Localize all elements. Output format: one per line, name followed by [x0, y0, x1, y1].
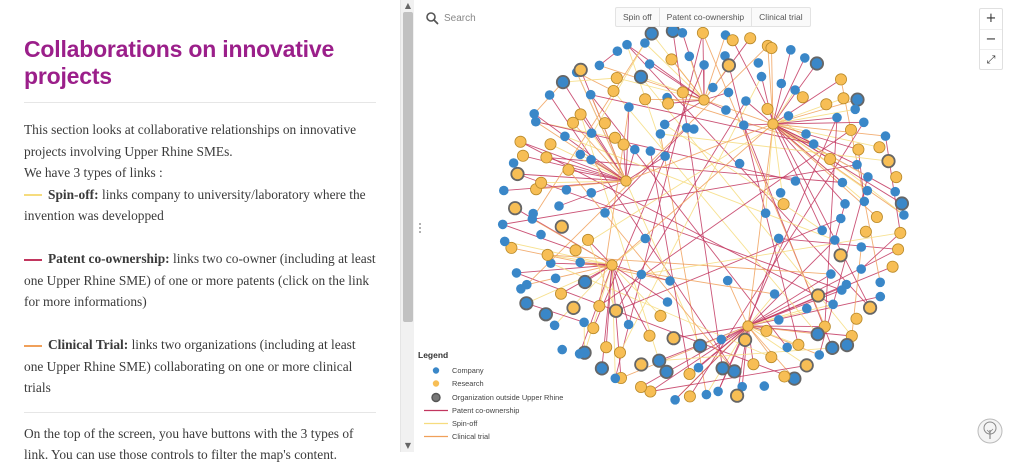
outside-organization-node[interactable]: [567, 302, 579, 314]
research-node[interactable]: [845, 124, 856, 135]
search-icon: [425, 11, 439, 25]
company-node[interactable]: [663, 297, 673, 307]
company-node[interactable]: [586, 90, 596, 100]
research-node[interactable]: [614, 347, 625, 358]
intro-text: This section looks at collaborative relationships on innovative projects involving Upper Rhine SMEs.: [24, 119, 376, 162]
company-node[interactable]: [770, 289, 780, 299]
article-panel: [0, 0, 400, 452]
legend-label: Research: [452, 379, 484, 388]
company-node[interactable]: [600, 208, 610, 218]
company-node[interactable]: [586, 155, 596, 165]
company-node[interactable]: [890, 187, 900, 197]
company-node[interactable]: [776, 188, 786, 198]
graph-link[interactable]: [505, 241, 612, 265]
company-node[interactable]: [723, 276, 733, 286]
company-node[interactable]: [637, 270, 647, 280]
graph-link[interactable]: [728, 281, 748, 326]
patent-label: Patent co-ownership:: [48, 251, 170, 266]
network-map[interactable]: [414, 0, 1010, 452]
company-node[interactable]: [828, 300, 838, 310]
research-node[interactable]: [599, 118, 610, 129]
clinical-line-icon: [424, 430, 448, 443]
outside-organization-node[interactable]: [882, 155, 894, 167]
research-node[interactable]: [635, 381, 646, 392]
legend-item-outside: [418, 391, 588, 404]
outside-organization-node[interactable]: [520, 297, 532, 309]
research-node[interactable]: [768, 119, 778, 129]
company-node[interactable]: [852, 160, 862, 170]
company-node[interactable]: [801, 129, 811, 139]
company-node[interactable]: [800, 53, 810, 63]
company-node[interactable]: [689, 124, 699, 134]
legend-item-clinical: [418, 430, 588, 443]
clinical-line-swatch: [24, 345, 42, 347]
legend-label: Company: [452, 366, 484, 375]
outside-organization-node[interactable]: [716, 362, 728, 374]
company-node[interactable]: [699, 60, 709, 70]
zoom-in-button[interactable]: +: [980, 9, 1002, 29]
company-node[interactable]: [579, 318, 589, 328]
outside-organization-node[interactable]: [864, 302, 876, 314]
company-node[interactable]: [817, 226, 827, 236]
company-node[interactable]: [708, 83, 718, 93]
research-node[interactable]: [766, 352, 777, 363]
company-node[interactable]: [554, 201, 564, 211]
research-node[interactable]: [835, 74, 846, 85]
company-node[interactable]: [875, 278, 885, 288]
company-node-icon: [424, 364, 448, 377]
outside-organization-node[interactable]: [635, 71, 647, 83]
company-node[interactable]: [595, 61, 605, 71]
legend-item-company: [418, 364, 588, 377]
filter-clinical-button[interactable]: Clinical trial: [752, 8, 809, 26]
outside-organization-node[interactable]: [575, 64, 587, 76]
company-node[interactable]: [646, 146, 656, 156]
research-node[interactable]: [860, 226, 871, 237]
patent-description: [24, 248, 376, 313]
company-node[interactable]: [522, 280, 532, 290]
research-node[interactable]: [761, 325, 772, 336]
research-node[interactable]: [545, 139, 556, 150]
company-node[interactable]: [551, 274, 561, 284]
company-node[interactable]: [836, 214, 846, 224]
research-node[interactable]: [684, 391, 695, 402]
research-node[interactable]: [891, 172, 902, 183]
company-node[interactable]: [739, 120, 749, 130]
research-node[interactable]: [874, 142, 885, 153]
research-node[interactable]: [563, 164, 574, 175]
company-node[interactable]: [660, 120, 670, 130]
graph-link[interactable]: [748, 326, 825, 327]
research-node[interactable]: [853, 144, 864, 155]
company-node[interactable]: [777, 79, 787, 89]
spinoff-label: Spin-off:: [48, 187, 99, 202]
research-node[interactable]: [644, 330, 655, 341]
company-node[interactable]: [757, 72, 767, 82]
company-node[interactable]: [509, 158, 519, 168]
company-node[interactable]: [754, 58, 764, 68]
company-node[interactable]: [550, 321, 560, 331]
research-node[interactable]: [697, 27, 708, 38]
company-node[interactable]: [624, 320, 634, 330]
company-node[interactable]: [587, 188, 597, 198]
research-node[interactable]: [666, 54, 677, 65]
tree-logo-icon[interactable]: [977, 418, 1003, 444]
outside-organization-node[interactable]: [653, 355, 665, 367]
outside-organization-node[interactable]: [896, 197, 908, 209]
research-node[interactable]: [542, 249, 553, 260]
patent-line-icon: [424, 404, 448, 417]
company-node[interactable]: [837, 285, 847, 295]
legend-item-research: [418, 377, 588, 390]
spinoff-line-icon: [424, 417, 448, 430]
research-node[interactable]: [515, 136, 526, 147]
filter-patent-button[interactable]: Patent co-ownership: [660, 8, 753, 26]
outside-organization-node[interactable]: [728, 365, 740, 377]
research-node[interactable]: [536, 177, 547, 188]
outside-organization-node[interactable]: [556, 221, 568, 233]
company-node[interactable]: [575, 258, 585, 268]
research-node[interactable]: [677, 87, 688, 98]
company-node[interactable]: [624, 102, 634, 112]
outside-organization-node[interactable]: [694, 340, 706, 352]
research-node[interactable]: [766, 42, 777, 53]
research-node[interactable]: [821, 99, 832, 110]
clinical-text: links two organizations (including at least one Upper Rhine SME) collaborating on one or more clinical trials: [24, 337, 356, 395]
company-node[interactable]: [774, 315, 784, 325]
company-node[interactable]: [562, 185, 572, 195]
research-node[interactable]: [609, 132, 620, 143]
company-node[interactable]: [645, 59, 655, 69]
zoom-fit-button[interactable]: ⤢: [980, 49, 1002, 69]
company-node[interactable]: [856, 264, 866, 274]
search-box[interactable]: [422, 8, 572, 28]
research-node[interactable]: [748, 359, 759, 370]
research-node[interactable]: [621, 176, 631, 186]
outside-organization-node[interactable]: [812, 328, 824, 340]
legend-label: Spin-off: [452, 419, 477, 428]
company-node[interactable]: [670, 395, 680, 405]
scroll-up-icon[interactable]: ▲: [401, 0, 415, 12]
outside-organization-node[interactable]: [731, 390, 743, 402]
company-node[interactable]: [863, 172, 873, 182]
outside-organization-node[interactable]: [723, 59, 735, 71]
scroll-thumb[interactable]: [403, 12, 413, 322]
research-node[interactable]: [743, 321, 753, 331]
company-node[interactable]: [665, 276, 675, 286]
panel-resize-handle-icon[interactable]: [417, 222, 423, 234]
company-node[interactable]: [815, 350, 825, 360]
research-node[interactable]: [838, 93, 849, 104]
research-node[interactable]: [517, 150, 528, 161]
company-node[interactable]: [830, 235, 840, 245]
outside-organization-node[interactable]: [851, 93, 863, 105]
title-divider: [24, 102, 376, 103]
spinoff-line-swatch: [24, 194, 42, 196]
company-node[interactable]: [761, 208, 771, 218]
research-node[interactable]: [727, 35, 738, 46]
filter-spinoff-button[interactable]: Spin off: [616, 8, 660, 26]
research-node[interactable]: [699, 95, 709, 105]
company-node[interactable]: [840, 199, 850, 209]
section-divider: [24, 412, 376, 413]
outside-organization-node[interactable]: [511, 168, 523, 180]
outside-organization-node[interactable]: [557, 76, 569, 88]
company-node[interactable]: [528, 209, 538, 219]
legend-item-patent: [418, 404, 588, 417]
outside-organization-node[interactable]: [812, 289, 824, 301]
company-node[interactable]: [721, 105, 731, 115]
outside-organization-node[interactable]: [841, 339, 853, 351]
legend-label: Patent co-ownership: [452, 406, 519, 415]
outside-organization-node[interactable]: [801, 359, 813, 371]
company-node[interactable]: [826, 269, 836, 279]
company-node[interactable]: [576, 150, 586, 160]
research-node[interactable]: [541, 152, 552, 163]
outside-organization-node[interactable]: [579, 276, 591, 288]
outside-organization-node[interactable]: [834, 249, 846, 261]
article-scrollbar[interactable]: [400, 0, 414, 452]
research-node[interactable]: [594, 300, 605, 311]
company-node[interactable]: [760, 381, 770, 391]
graph-link[interactable]: [748, 124, 773, 326]
research-node[interactable]: [851, 313, 862, 324]
spinoff-text: links company to university/laboratory where the invention was developped: [24, 187, 366, 224]
company-node[interactable]: [702, 390, 712, 400]
company-node[interactable]: [832, 113, 842, 123]
company-node[interactable]: [498, 220, 508, 230]
company-node[interactable]: [500, 237, 510, 247]
research-node[interactable]: [778, 199, 789, 210]
outside-organization-node[interactable]: [811, 57, 823, 69]
graph-link[interactable]: [588, 240, 616, 311]
company-node[interactable]: [741, 96, 751, 106]
company-node[interactable]: [660, 151, 670, 161]
link-types-intro: We have 3 types of links :: [24, 162, 376, 184]
research-node[interactable]: [893, 244, 904, 255]
company-node[interactable]: [512, 268, 522, 278]
company-node[interactable]: [685, 52, 695, 62]
patent-text: links two co-owner (including at least one Upper Rhine SME) of one or more patents (click on the link for more informations): [24, 251, 376, 309]
company-node[interactable]: [859, 118, 869, 128]
company-node[interactable]: [713, 387, 723, 397]
outside-node-icon: [424, 391, 448, 404]
company-node[interactable]: [587, 128, 597, 138]
company-node[interactable]: [678, 28, 688, 38]
outside-organization-node[interactable]: [509, 202, 521, 214]
outside-organization-node[interactable]: [826, 342, 838, 354]
research-node[interactable]: [611, 72, 622, 83]
company-node[interactable]: [899, 210, 909, 220]
zoom-out-button[interactable]: −: [980, 29, 1002, 49]
outside-organization-node[interactable]: [739, 334, 751, 346]
research-node-icon: [424, 377, 448, 390]
company-node[interactable]: [774, 234, 784, 244]
company-node[interactable]: [881, 131, 891, 141]
legend-label: Clinical trial: [452, 432, 490, 441]
research-node[interactable]: [762, 103, 773, 114]
research-node[interactable]: [575, 109, 586, 120]
legend-label: Organization outside Upper Rhine: [452, 393, 563, 402]
zoom-controls: [979, 8, 1003, 70]
patent-line-swatch: [24, 259, 42, 261]
company-node[interactable]: [850, 105, 860, 115]
research-node[interactable]: [588, 323, 599, 334]
outside-organization-node[interactable]: [660, 366, 672, 378]
outside-organization-node[interactable]: [610, 305, 622, 317]
company-node[interactable]: [860, 197, 870, 207]
company-node[interactable]: [613, 46, 623, 56]
footer-text: On the top of the screen, you have buttons with the 3 types of link. You can use those controls to filter the map's content.: [24, 423, 376, 466]
research-node[interactable]: [887, 261, 898, 272]
company-node[interactable]: [809, 139, 819, 149]
research-node[interactable]: [684, 368, 695, 379]
company-node[interactable]: [838, 178, 848, 188]
search-input[interactable]: [444, 8, 564, 28]
company-node[interactable]: [656, 129, 666, 139]
company-node[interactable]: [802, 304, 812, 314]
outside-organization-node[interactable]: [667, 332, 679, 344]
research-node[interactable]: [745, 33, 756, 44]
research-node[interactable]: [640, 94, 651, 105]
outside-organization-node[interactable]: [596, 362, 608, 374]
company-node[interactable]: [735, 159, 745, 169]
research-node[interactable]: [608, 85, 619, 96]
clinical-label: Clinical Trial:: [48, 337, 128, 352]
research-node[interactable]: [895, 227, 906, 238]
company-node[interactable]: [622, 40, 632, 50]
legend-item-spinoff: [418, 417, 588, 430]
research-node[interactable]: [582, 234, 593, 245]
research-node[interactable]: [871, 211, 882, 222]
research-node[interactable]: [607, 260, 617, 270]
company-node[interactable]: [863, 186, 873, 196]
company-node[interactable]: [611, 374, 621, 384]
research-node[interactable]: [655, 310, 666, 321]
graph-link[interactable]: [650, 64, 704, 100]
company-node[interactable]: [717, 335, 727, 345]
research-node[interactable]: [793, 339, 804, 350]
legend-title: Legend: [418, 350, 588, 360]
outside-organization-node[interactable]: [635, 358, 647, 370]
research-node[interactable]: [797, 92, 808, 103]
graph-link[interactable]: [886, 136, 901, 233]
company-node[interactable]: [499, 186, 509, 196]
page-title: Collaborations on innovative projects: [24, 36, 376, 90]
company-node[interactable]: [876, 292, 886, 302]
scroll-down-icon[interactable]: ▼: [401, 440, 415, 452]
spinoff-description: [24, 184, 376, 227]
research-node[interactable]: [570, 245, 581, 256]
article-content: [24, 36, 376, 466]
company-node[interactable]: [529, 109, 539, 119]
company-node[interactable]: [791, 176, 801, 186]
outside-organization-node[interactable]: [646, 27, 658, 39]
company-node[interactable]: [694, 363, 704, 373]
company-node[interactable]: [536, 230, 546, 240]
company-node[interactable]: [724, 88, 734, 98]
research-node[interactable]: [825, 153, 836, 164]
company-node[interactable]: [786, 45, 796, 55]
company-node[interactable]: [784, 111, 794, 121]
company-node[interactable]: [782, 343, 792, 353]
research-node[interactable]: [555, 288, 566, 299]
legend: [418, 350, 588, 444]
company-node[interactable]: [560, 132, 570, 142]
link-type-filters: [615, 7, 811, 27]
research-node[interactable]: [779, 371, 790, 382]
company-node[interactable]: [531, 117, 541, 127]
company-node[interactable]: [630, 145, 640, 155]
company-node[interactable]: [545, 90, 555, 100]
research-node[interactable]: [663, 98, 674, 109]
clinical-description: [24, 334, 376, 399]
company-node[interactable]: [857, 242, 867, 252]
company-node[interactable]: [641, 234, 651, 244]
outside-organization-node[interactable]: [540, 308, 552, 320]
outside-organization-node[interactable]: [788, 372, 800, 384]
research-node[interactable]: [601, 342, 612, 353]
